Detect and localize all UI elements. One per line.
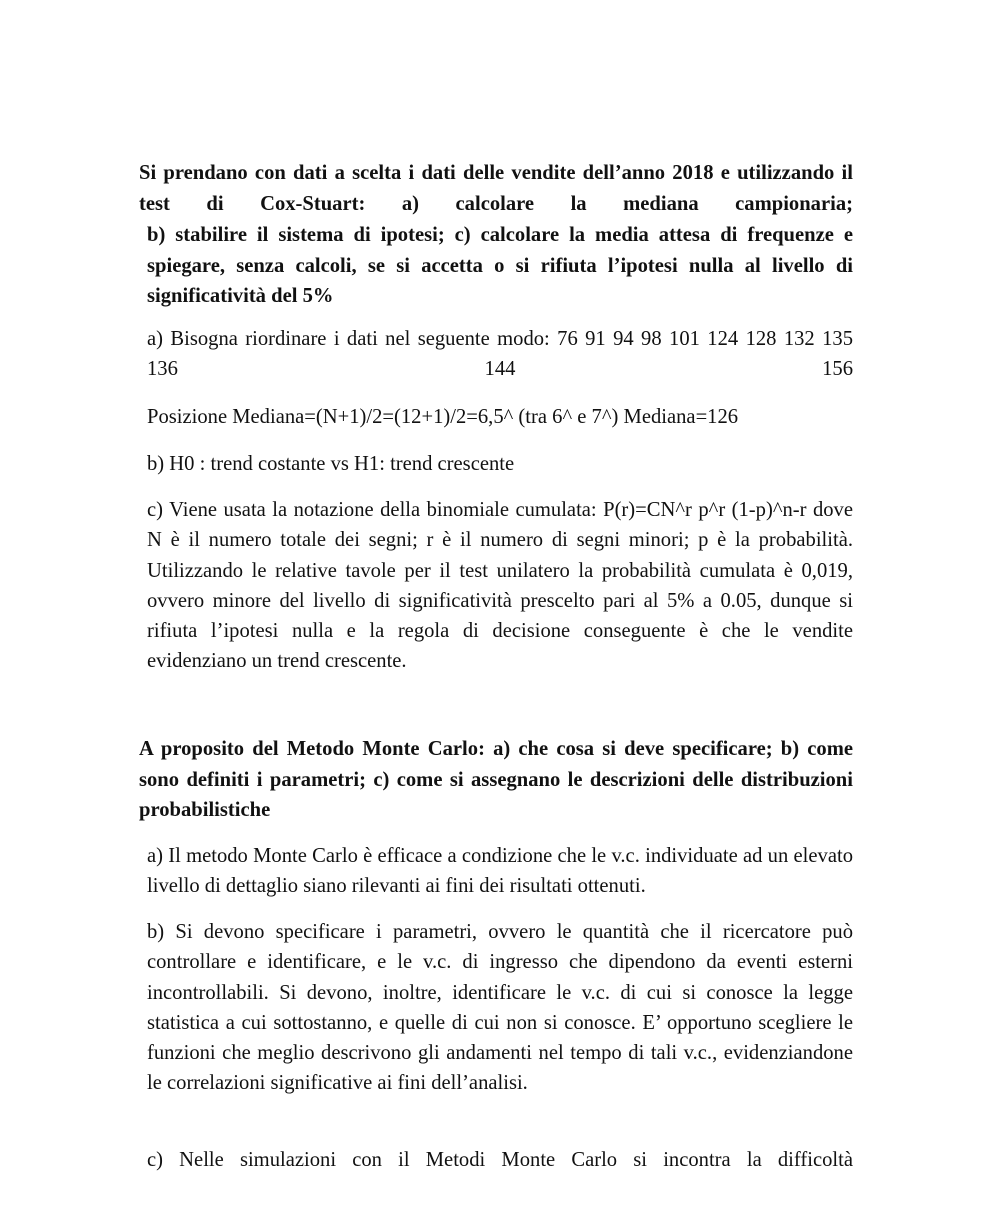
- question-2: A proposito del Metodo Monte Carlo: a) che cosa si deve specificare; b) come sono definiti i parametri; c) come si assegnano le descrizioni delle distribuzioni probabilistiche: [139, 738, 853, 821]
- answer-1-median: Posizione Mediana=(N+1)/2=(12+1)/2=6,5^ (tra 6^ e 7^) Mediana=126: [147, 406, 739, 428]
- answer-1-c: c) Viene usata la notazione della binomiale cumulata: P(r)=CN^r p^r (1-p)^n-r dove N è il numero totale dei segni; r è il numero di segni minori; p è la probabilità. Utilizzando le relative tavole per il test unilatero la probabilità cumulata è 0,019, ovvero minore del livello di significatività prescelto pari al 5% a 0.05, dunque si rifiuta l’ipotesi nulla e la regola di decisione conseguente è che le vendite evidenziano un trend crescente.: [147, 499, 853, 673]
- answer-2-b: b) Si devono specificare i parametri, ovvero le quantità che il ricercatore può controllare e identificare, e le v.c. di ingresso che dipendono da eventi esterni incontrollabili. Si devono, inoltre, identificare le v.c. di cui si conosce la legge statistica a cui sottostanno, e quelle di cui non si conosce. E’ opportuno scegliere le funzioni che meglio descrivono gli andamenti nel tempo di tali v.c., evidenziandone le correlazioni significative ai fini dell’analisi.: [147, 921, 853, 1095]
- question-1-rest: b) stabilire il sistema di ipotesi; c) calcolare la media attesa di frequenze e spiegare, senza calcoli, se si accetta o si rifiuta l’ipotesi nulla al livello di significatività del 5%: [147, 224, 853, 307]
- answer-2-a: a) Il metodo Monte Carlo è efficace a condizione che le v.c. individuate ad un elevato livello di dettaglio siano rilevanti ai fini dei risultati ottenuti.: [147, 845, 853, 898]
- answer-1-a: a) Bisogna riordinare i dati nel seguente modo: 76 91 94 98 101 124 128 132 135 136 144 156: [147, 328, 853, 381]
- answer-1-b: b) H0 : trend costante vs H1: trend crescente: [147, 453, 515, 475]
- answer-2-c: c) Nelle simulazioni con il Metodi Monte Carlo si incontra la difficoltà: [147, 1149, 853, 1171]
- question-1-intro: Si prendano con dati a scelta i dati delle vendite dell’anno 2018 e utilizzando il test di Cox-Stuart: a) calcolare la mediana campionaria;: [139, 162, 853, 215]
